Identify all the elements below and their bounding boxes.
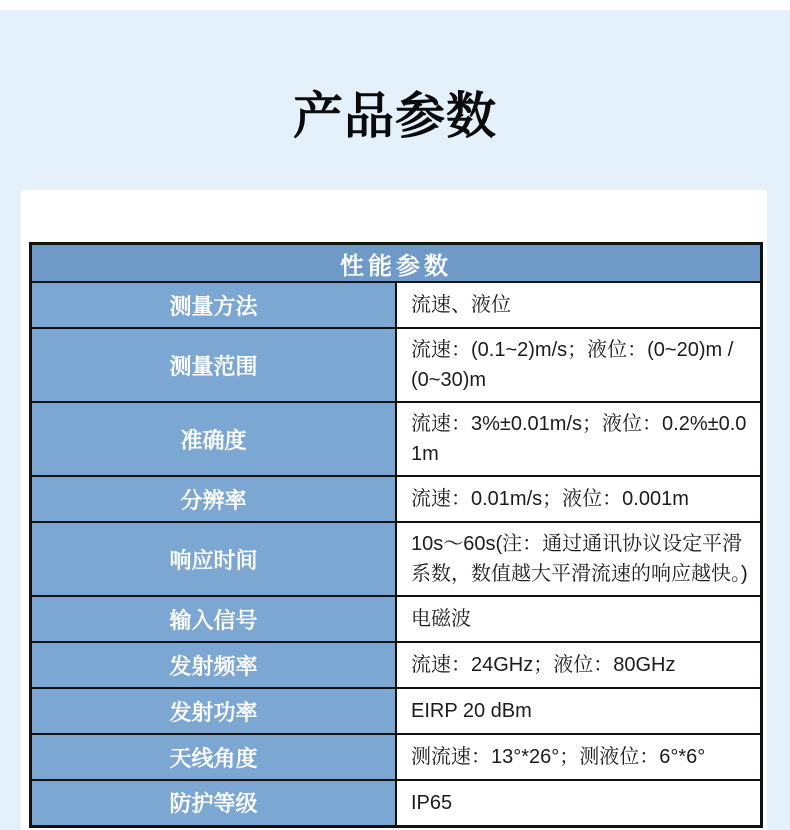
row-value: EIRP 20 dBm: [396, 688, 762, 734]
row-value: 流速：0.01m/s；液位：0.001m: [396, 476, 762, 522]
table-row: [31, 476, 762, 522]
table-row: [31, 596, 762, 642]
row-value: 流速：24GHz；液位：80GHz: [396, 642, 762, 688]
table-row: [31, 642, 762, 688]
row-value: 测流速：13°*26°；测液位：6°*6°: [396, 734, 762, 780]
content-card: [21, 190, 767, 830]
table-row: [31, 734, 762, 780]
row-value: 流速：3%±0.01m/s；液位：0.2%±0.01m: [396, 402, 762, 476]
row-label: 发射频率: [31, 642, 397, 688]
table-row: [31, 402, 762, 476]
row-label: 防护等级: [31, 780, 397, 826]
row-value: 流速、液位: [396, 282, 762, 328]
row-value: 10s～60s(注：通过通讯协议设定平滑系数，数值越大平滑流速的响应越快。): [396, 522, 762, 596]
row-value: 流速：(0.1~2)m/s；液位：(0~20)m /(0~30)m: [396, 328, 762, 402]
table-row: [31, 522, 762, 596]
table-row: [31, 282, 762, 328]
page-title: 产品参数: [293, 88, 497, 144]
row-label: 输入信号: [31, 596, 397, 642]
row-label: 发射功率: [31, 688, 397, 734]
spec-table: [29, 242, 763, 828]
row-label: 测量范围: [31, 328, 397, 402]
row-label: 准确度: [31, 402, 397, 476]
table-row: [31, 328, 762, 402]
table-row: [31, 688, 762, 734]
row-label: 响应时间: [31, 522, 397, 596]
row-label: 测量方法: [31, 282, 397, 328]
row-value: IP65: [396, 780, 762, 826]
row-label: 天线角度: [31, 734, 397, 780]
row-value: 电磁波: [396, 596, 762, 642]
table-header: 性能参数: [31, 244, 762, 283]
table-row: [31, 780, 762, 826]
row-label: 分辨率: [31, 476, 397, 522]
table-header-row: [31, 244, 762, 283]
top-strip: [0, 0, 790, 10]
